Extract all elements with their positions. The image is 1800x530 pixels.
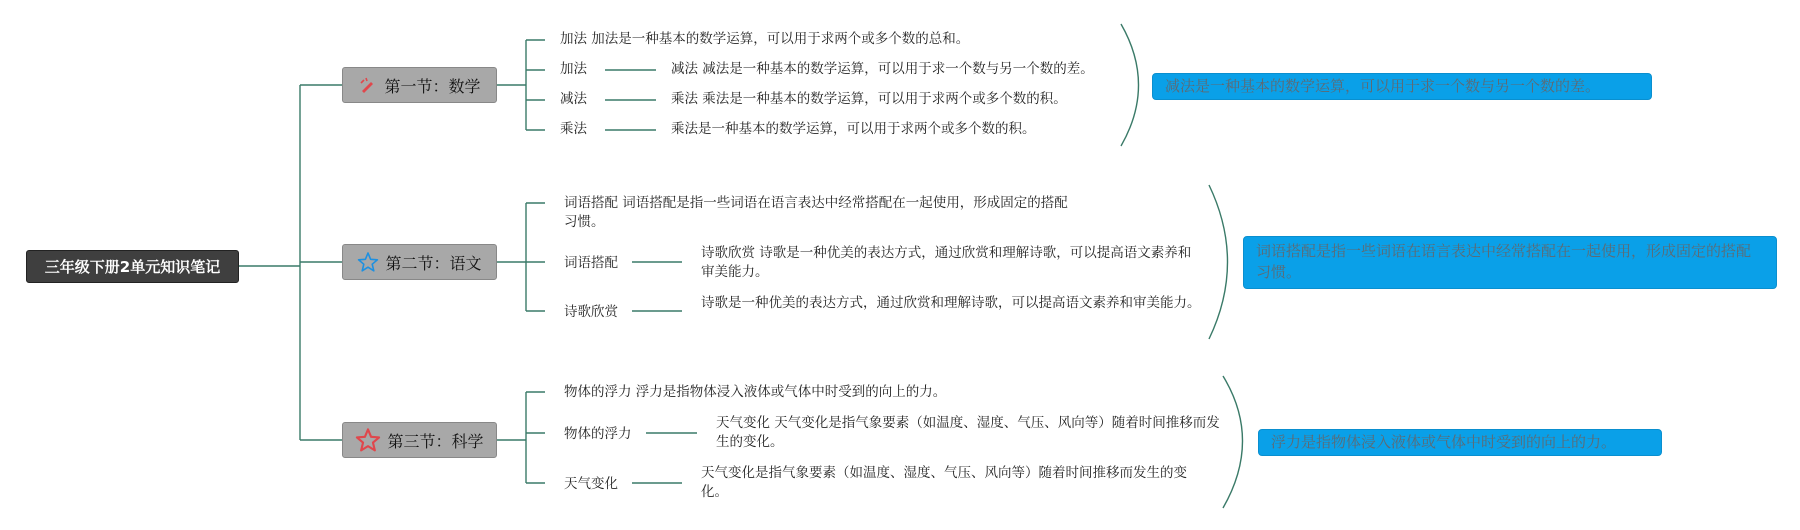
star-outline-icon xyxy=(357,251,379,273)
science-item-2-label: 物体的浮力 xyxy=(564,426,632,442)
science-item-1: 物体的浮力 浮力是指物体浸入液体或气体中时受到的向上的力。 xyxy=(564,384,947,400)
math-item-1: 加法 加法是一种基本的数学运算，可以用于求两个或多个数的总和。 xyxy=(560,31,970,47)
section-chinese[interactable] xyxy=(342,244,497,280)
star-icon xyxy=(355,427,381,453)
math-item-4-detail: 乘法是一种基本的数学运算，可以用于求两个或多个数的积。 xyxy=(671,121,1036,137)
science-item-3-detail: 天气变化是指气象要素（如温度、湿度、气压、风向等）随着时间推移而发生的变化。 xyxy=(701,465,1187,500)
chinese-item-1: 词语搭配 词语搭配是指一些词语在语言表达中经常搭配在一起使用，形成固定的搭配习惯。 xyxy=(564,195,1068,230)
chinese-item-3-detail: 诗歌是一种优美的表达方式，通过欣赏和理解诗歌，可以提高语文素养和审美能力。 xyxy=(701,295,1201,311)
science-summary-callout[interactable]: 浮力是指物体浸入液体或气体中时受到的向上的力。 xyxy=(1258,429,1662,456)
math-item-3-label: 减法 xyxy=(560,91,587,107)
section-chinese-label: 第二节：语文 xyxy=(385,253,482,273)
section-science-label: 第三节：科学 xyxy=(387,431,484,451)
math-item-3-detail: 乘法 乘法是一种基本的数学运算，可以用于求两个或多个数的积。 xyxy=(671,91,1067,107)
section-math[interactable] xyxy=(342,67,497,103)
math-item-2-detail: 减法 减法是一种基本的数学运算，可以用于求一个数与另一个数的差。 xyxy=(671,61,1094,77)
chinese-summary-callout[interactable]: 词语搭配是指一些词语在语言表达中经常搭配在一起使用，形成固定的搭配习惯。 xyxy=(1243,236,1777,289)
chinese-item-2-detail: 诗歌欣赏 诗歌是一种优美的表达方式，通过欣赏和理解诗歌，可以提高语文素养和审美能力。 xyxy=(701,245,1192,280)
section-science[interactable] xyxy=(342,422,497,458)
math-item-4-label: 乘法 xyxy=(560,121,587,137)
chinese-item-2-label: 词语搭配 xyxy=(564,255,618,271)
section-math-label: 第一节：数学 xyxy=(384,76,481,96)
math-summary-callout[interactable]: 减法是一种基本的数学运算，可以用于求一个数与另一个数的差。 xyxy=(1152,73,1652,100)
science-item-2-detail: 天气变化 天气变化是指气象要素（如温度、湿度、气压、风向等）随着时间推移而发生的变化。 xyxy=(716,415,1220,450)
math-item-2-label: 加法 xyxy=(560,61,587,77)
pencil-icon xyxy=(358,75,378,95)
science-item-3-label: 天气变化 xyxy=(564,476,618,492)
root-topic[interactable]: 三年级下册2单元知识笔记 xyxy=(26,250,239,283)
chinese-item-3-label: 诗歌欣赏 xyxy=(564,304,618,320)
